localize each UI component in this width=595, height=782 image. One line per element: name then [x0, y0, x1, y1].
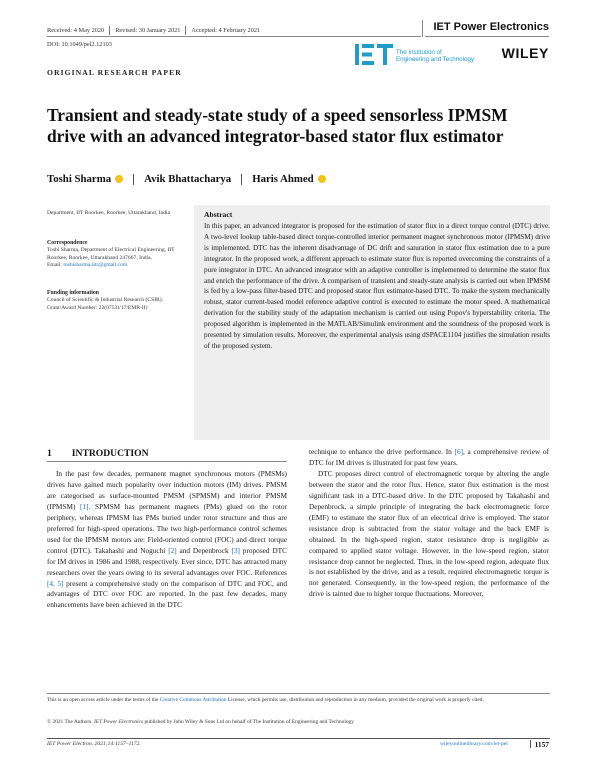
- text-run: This is an open access article under the terms of the: [47, 697, 160, 703]
- author-divider: [241, 174, 242, 185]
- section-rule: [47, 461, 287, 462]
- paragraph: [47, 469, 287, 611]
- abstract-text: In this paper, an advanced integrator is proposed for the estimation of stator flux in a direct torque control (DTC) drive. A two-level lookup table-based direct torque-controlled interior permanent magnet synchronous motor (IPMSM) drive is implemented. DTC has the inherent disadvantage of DC drift and saturation in stator flux estimation due to a pure integrator. In the proposed work, a different approach to estimate stator flux is reported overcoming the constraints of a pure integrator in DTC. An advanced integrator with an adaptive controller is implemented to determine the stator flux and enrich the performance of the drive. A comparison of transient and steady-state analysis is carried out when IPMSM is fed by a low-pass filter-based DTC and proposed stator flux estimator-based DTC. To make the system mechanically robust, stator current-based model reference adaptive control is executed to estimate the motor speed. A mathematical derivation for the stability study of the adaptation mechanism is carried out using Popov's hyperstability criteria. The proposed algorithm is implemented in the MATLAB/Simulink environment and the soundness of the proposed work is presented by simulation results. Moreover, the experimental analysis using dSPACE1104 justifies the simulation results of the proposed system.: [204, 222, 550, 350]
- citation-link[interactable]: [1]: [80, 501, 89, 511]
- paragraph: DTC proposes direct control of electromagnetic torque by altering the angle between the stator and the rotor flux. Hence, stator flux estimation is the most significant task in a DTC-based drive. In the DTC proposed by Takahashi and Depenbrock, a simple principle of integrating the back electromagnetic force (EMF) to estimate the stator flux of an electrical drive is employed. The stator resistance drop is subtracted from the stator voltage and the back EMF is obtained. In the high-speed region, stator resistance drop is negligible as compared to applied stator voltage. However, in the low-speed region, stator resistance drop cannot be neglected. Thus, in the low-speed region, adequate flux is not established by the drive, and as a result, required electromagnetic torque is not generated. Consequently, in the low-speed region, the performance of the drive is tainted due to higher torque fluctuations. Moreover,: [309, 468, 549, 599]
- correspondence-body: Toshi Sharma, Department of Electrical Engineering, IIT Roorkee, Roorkee, Uttarakhand 247667, India.: [47, 247, 175, 261]
- revised-date: Revised: 30 January 2021: [115, 26, 181, 34]
- wiley-logo: WILEY: [501, 45, 549, 61]
- citation-link[interactable]: [4, 5]: [47, 578, 64, 588]
- orcid-icon[interactable]: [115, 175, 123, 183]
- iet-name-line1: The Institution of: [396, 49, 442, 56]
- abstract-heading: Abstract: [204, 210, 233, 219]
- author-name[interactable]: Toshi Sharma: [47, 173, 112, 185]
- paragraph: [309, 447, 549, 469]
- correspondence-heading: Correspondence: [47, 240, 88, 246]
- text-run: © 2021 The Authors.: [47, 719, 94, 725]
- section-title: INTRODUCTION: [71, 448, 149, 459]
- text-run: , a comprehensive review of DTC for IM drives is illustrated for past few years.: [309, 447, 549, 467]
- copyright-note: [47, 719, 550, 726]
- iet-logo-text: [396, 49, 496, 63]
- article-type: ORIGINAL RESEARCH PAPER: [47, 68, 182, 77]
- journal-divider: [422, 20, 423, 37]
- body-column-left: [47, 469, 287, 611]
- doi[interactable]: DOI: 10.1049/pel2.12103: [47, 41, 112, 48]
- accepted-date: Accepted: 4 February 2021: [191, 26, 261, 34]
- header-rule: [47, 36, 421, 37]
- email-link[interactable]: toshisharma.iitr@gmail.com: [63, 261, 128, 268]
- text-run: License, which permits use, distribution and reproduction in any medium, provided the original work is properly cited.: [226, 697, 484, 703]
- text-run: In the past few decades, permanent magnet synchronous motors (PMSMs) drives have gained much popularity over induction motors (IM) drives. PMSM are categorised as surface-mounted PMSM (SPMSM) and interior PMSM (IPMSM): [47, 469, 287, 511]
- section-heading: [47, 448, 149, 459]
- correspondence: [47, 240, 187, 269]
- section-number: 1: [47, 448, 52, 459]
- text-run: technique to enhance the drive performance. In: [309, 447, 455, 456]
- citation-link[interactable]: [3]: [231, 545, 240, 555]
- funding: [47, 290, 187, 312]
- iet-name-line2: Engineering and Technology: [396, 56, 474, 64]
- license-link[interactable]: Creative Commons Attribution: [159, 697, 227, 703]
- citation-link[interactable]: [2]: [168, 545, 177, 555]
- page-divider: [530, 740, 531, 748]
- header-rule: [425, 36, 549, 37]
- open-access-note: [47, 697, 550, 704]
- author-name[interactable]: Haris Ahmed: [252, 173, 314, 185]
- citation-link[interactable]: [6]: [454, 447, 464, 456]
- text-run: present a comprehensive study on the comparison of DTC and FOC, and advantages of DTC over FOC are reported. In the past few decades, many enhancements have been achieved in the DTC: [47, 578, 287, 610]
- divider: [109, 26, 110, 35]
- text-run: and Depenbrock: [176, 545, 232, 555]
- footer-rule: [47, 693, 550, 694]
- funding-heading: Funding information: [47, 290, 100, 296]
- journal-name[interactable]: IET Power Electronics: [433, 21, 549, 33]
- article-history: [47, 26, 260, 35]
- email-label: Email:: [47, 261, 64, 268]
- journal-italic: IET Power Electronics: [93, 719, 144, 725]
- article-title: Transient and steady-state study of a speed sensorless IPMSM drive with an advanced integrator-based stator flux estimator: [47, 105, 508, 146]
- body-column-right: [309, 447, 549, 600]
- citation-line: IET Power Electron. 2021;14:1157–1172.: [47, 741, 141, 747]
- footer-bottom-rule: [47, 738, 550, 739]
- journal-url[interactable]: wileyonlinelibrary.com/iet-pel: [440, 741, 508, 747]
- text-run: proposed DTC for IM drives in 1986 and 1988, respectively. Ever since, DTC has attracted many researchers over the years owing to its several advantages over FOC. References: [47, 545, 287, 577]
- text-run: . SPMSM has permanent magnets (PMs) glued on the rotor periphery, whereas IPMSM has PMs buried under rotor structure and thus are preferred for high-speed operations. The two high-performance control schemes used for the IPMSM motors are: Field-oriented control (FOC) and direct torque control (DTC). Takahashi and Noguchi: [47, 501, 287, 555]
- page-number: 1157: [534, 740, 549, 749]
- received-date: Received: 4 May 2020: [47, 26, 105, 34]
- affiliation: Department, IIT Roorkee, Roorkee, Uttarakhand, India: [47, 210, 171, 216]
- iet-logo-icon: [355, 44, 393, 65]
- text-run: published by John Wiley & Sons Ltd on behalf of The Institution of Engineering and Technology: [143, 719, 354, 725]
- author-divider: [133, 174, 134, 185]
- orcid-icon[interactable]: [318, 175, 326, 183]
- divider: [185, 26, 186, 35]
- author-list: [47, 173, 336, 185]
- funding-body: Council of Scientific & Industrial Research (CSIR), Grant/Award Number: 22(0753)/17/EMR-II): [47, 297, 164, 311]
- author-name[interactable]: Avik Bhattacharya: [144, 173, 232, 185]
